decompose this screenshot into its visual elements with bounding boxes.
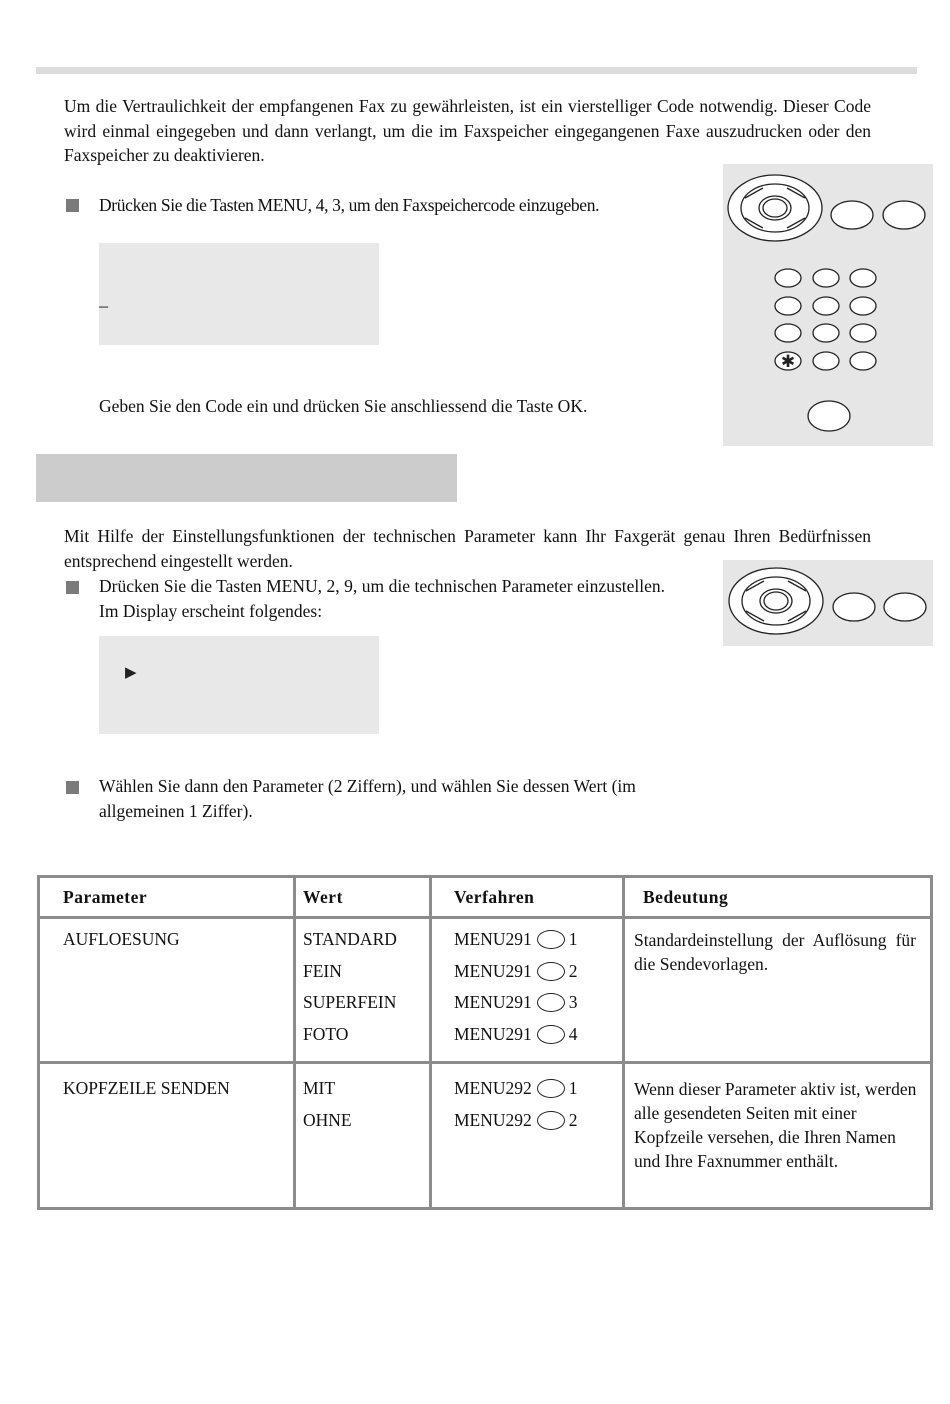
step-parameter-waehlen: Wählen Sie dann den Parameter (2 Ziffern), und wählen Sie dessen Wert (im allgemeinen 1 Ziffer). xyxy=(99,776,636,821)
value-option: MIT xyxy=(303,1078,336,1098)
parameter-name: AUFLOESUNG xyxy=(63,929,180,949)
fax-navigation-illustration xyxy=(723,560,933,646)
procedure-line xyxy=(454,1073,622,1105)
cell-bedeutung xyxy=(625,919,930,1061)
table-header-row xyxy=(40,878,930,916)
function-key-1 xyxy=(831,201,873,229)
cell-wert xyxy=(296,1064,429,1207)
cell-verfahren xyxy=(432,1064,622,1207)
navigation-pad-icon xyxy=(728,175,822,241)
section-heading-bar xyxy=(36,454,457,502)
menu-key-digit: 1 xyxy=(568,929,578,949)
value-option: FOTO xyxy=(303,1023,349,1044)
ok-key-icon xyxy=(537,1025,565,1044)
cell-parameter xyxy=(40,1064,293,1207)
menu-code: MENU291 xyxy=(454,929,532,949)
table-row xyxy=(40,1064,930,1207)
lcd-display-code xyxy=(99,243,379,345)
menu-key-digit: 4 xyxy=(568,1023,578,1044)
cell-verfahren xyxy=(432,919,622,1061)
cell-parameter xyxy=(40,919,293,1061)
value-option: STANDARD xyxy=(303,929,397,949)
keypad-panel xyxy=(723,164,933,446)
bullet-square-icon xyxy=(66,199,79,212)
lcd-display-parameter xyxy=(99,636,379,734)
ok-key-icon xyxy=(537,1079,565,1098)
bullet-square-icon xyxy=(66,781,79,794)
menu-code: MENU291 xyxy=(454,992,532,1012)
procedure-line xyxy=(454,956,622,988)
cell-bedeutung xyxy=(625,1064,930,1207)
cell-wert xyxy=(296,919,429,1061)
procedure-line xyxy=(454,924,622,956)
value-option: FEIN xyxy=(303,960,342,981)
ok-key-icon xyxy=(537,962,565,981)
procedure-line xyxy=(454,1019,622,1051)
parameter-name: KOPFZEILE SENDEN xyxy=(63,1078,230,1098)
menu-key-digit: 2 xyxy=(568,1109,578,1130)
navigation-pad-icon xyxy=(729,568,823,634)
ok-key xyxy=(808,401,850,431)
menu-key-digit: 3 xyxy=(568,992,578,1012)
procedure-line xyxy=(454,987,622,1019)
step-code-eingeben: Geben Sie den Code ein und drücken Sie anschliessend die Taste OK. xyxy=(99,396,588,416)
tech-paragraph: Mit Hilfe der Einstellungsfunktionen der technischen Parameter kann Ihr Faxgerät genau Ihren Bedürfnissen entsprechend eingestellt werden. xyxy=(64,526,871,571)
bullet-square-icon xyxy=(66,581,79,594)
parameter-table xyxy=(37,875,933,1210)
meaning-text: Wenn dieser Parameter aktiv ist, werden alle gesendeten Seiten mit einer Kopfzeile versehen, die Ihren Namen und Ihre Faxnummer enthält. xyxy=(634,1079,917,1171)
display-arrow-icon: ▶ xyxy=(125,663,137,681)
menu-code: MENU292 xyxy=(454,1109,532,1130)
ok-key-icon xyxy=(537,1111,565,1130)
navigation-panel xyxy=(723,560,933,646)
value-option: OHNE xyxy=(303,1109,352,1130)
value-option: SUPERFEIN xyxy=(303,992,397,1012)
menu-code: MENU291 xyxy=(454,1023,532,1044)
step-faxspeichercode: Drücken Sie die Tasten MENU, 4, 3, um den Faxspeichercode einzugeben. xyxy=(99,195,600,215)
function-key-1 xyxy=(833,593,875,621)
table-row xyxy=(40,919,930,1061)
meaning-text: Standardeinstellung der Auflösung für die Sendevorlagen. xyxy=(634,930,916,974)
star-key-icon: ✱ xyxy=(780,352,796,372)
procedure-line xyxy=(454,1105,622,1137)
menu-key-digit: 2 xyxy=(568,960,578,981)
intro-paragraph: Um die Vertraulichkeit der empfangenen Fax zu gewährleisten, ist ein vierstelliger Code notwendig. Dieser Code wird einmal eingegeben und dann verlangt, um die im Faxspeicher eingegangenen Faxe auszudrucken oder den Faxspeicher zu deaktivieren. xyxy=(64,96,871,165)
header-bedeutung: Bedeutung xyxy=(625,878,930,916)
menu-code: MENU291 xyxy=(454,960,532,981)
header-verfahren: Verfahren xyxy=(432,878,622,916)
ok-key-icon xyxy=(537,993,565,1012)
menu-key-digit: 1 xyxy=(568,1078,578,1098)
header-parameter: Parameter xyxy=(40,878,293,916)
display-cursor: _ xyxy=(99,289,108,309)
fax-keypad-illustration xyxy=(723,164,933,446)
header-wert: Wert xyxy=(296,878,429,916)
ok-key-icon xyxy=(537,930,565,949)
step-technische-parameter: Drücken Sie die Tasten MENU, 2, 9, um die technischen Parameter einzustellen. Im Display erscheint folgendes: xyxy=(99,576,665,621)
function-key-2 xyxy=(883,201,925,229)
function-key-2 xyxy=(884,593,926,621)
menu-code: MENU292 xyxy=(454,1078,532,1098)
header-rule xyxy=(36,67,917,74)
